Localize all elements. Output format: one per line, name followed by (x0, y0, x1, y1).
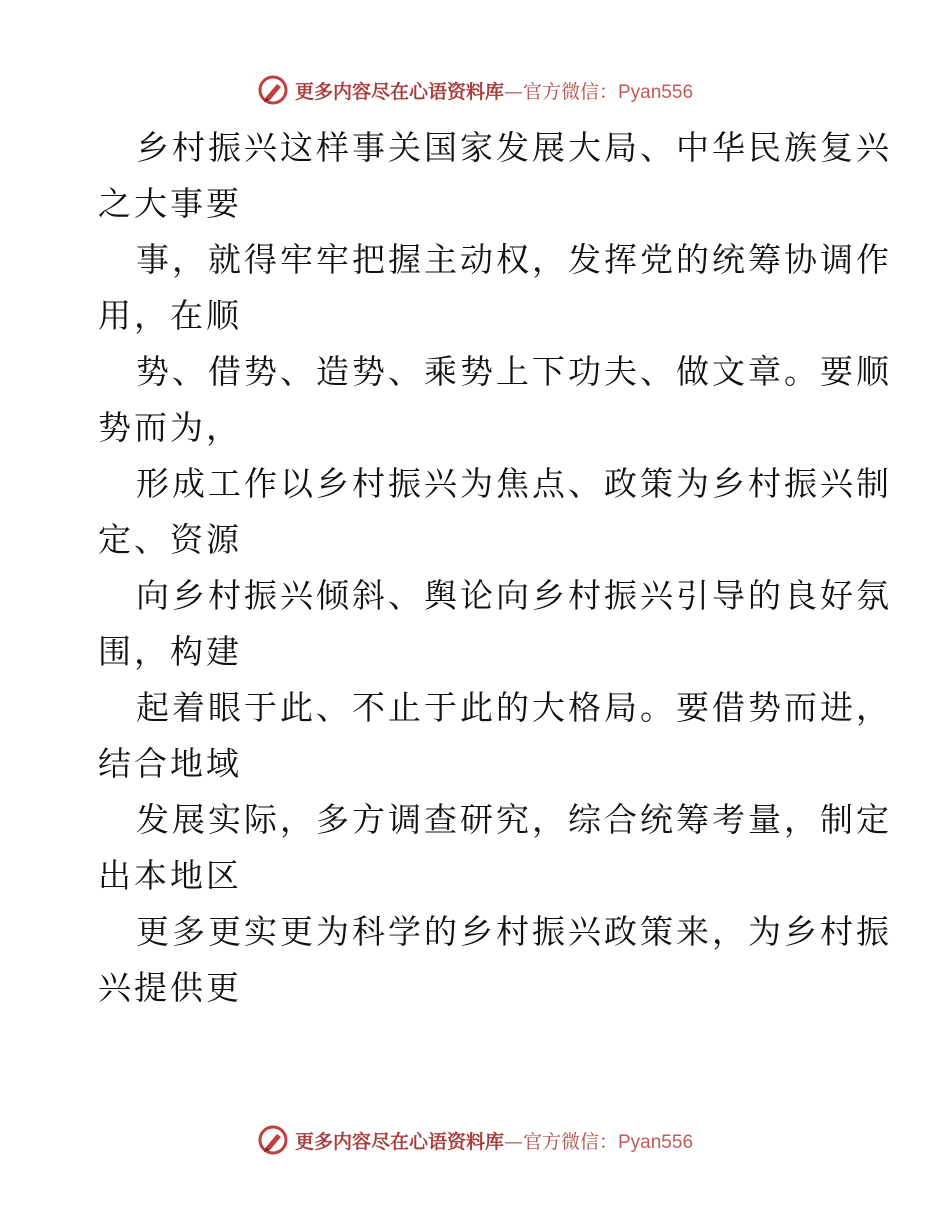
paragraph-line: 更多更实更为科学的乡村振兴政策来，为乡村振 (136, 912, 892, 951)
paragraph-line: 向乡村振兴倾斜、舆论向乡村振兴引导的良好氛 (136, 576, 892, 615)
watermark-main: 更多内容尽在心语资料库 (294, 1130, 504, 1153)
paragraph (98, 344, 892, 456)
paragraph-line: 起着眼于此、不止于此的大格局。要借势而进， (136, 688, 892, 727)
paragraph-line: 用，在顺 (98, 296, 242, 335)
footer-watermark (0, 1122, 950, 1158)
paragraph-line: 势、借势、造势、乘势上下功夫、做文章。要顺 (136, 352, 892, 391)
watermark-main: 更多内容尽在心语资料库 (294, 80, 504, 103)
watermark-id: Pyan556 (618, 1131, 694, 1153)
paragraph (98, 120, 892, 232)
paragraph-line: 出本地区 (98, 856, 242, 895)
paragraph-line: 势而为， (98, 408, 242, 447)
paragraph-line: 事，就得牢牢把握主动权，发挥党的统筹协调作 (136, 240, 892, 279)
watermark-text (295, 77, 693, 104)
paragraph (98, 904, 892, 1016)
watermark-label: 官方微信： (522, 80, 618, 103)
paragraph (98, 568, 892, 680)
paragraph-line: 围，构建 (98, 632, 242, 671)
paragraph (98, 232, 892, 344)
paragraph-line: 兴提供更 (98, 968, 242, 1007)
paragraph (98, 680, 892, 792)
document-body (98, 120, 892, 1016)
paragraph (98, 456, 892, 568)
paragraph-line: 结合地域 (98, 744, 242, 783)
watermark-separator: — (503, 1130, 523, 1153)
header-watermark (0, 72, 950, 108)
paragraph-line: 形成工作以乡村振兴为焦点、政策为乡村振兴制 (136, 464, 892, 503)
pen-logo-icon (257, 1124, 289, 1156)
paragraph (98, 792, 892, 904)
pen-logo-icon (257, 74, 289, 106)
watermark-id: Pyan556 (618, 81, 694, 103)
watermark-label: 官方微信： (522, 1130, 618, 1153)
paragraph-line: 定、资源 (98, 520, 242, 559)
paragraph-line: 发展实际，多方调查研究，综合统筹考量，制定 (136, 800, 892, 839)
watermark-text (295, 1127, 693, 1154)
watermark-separator: — (503, 80, 523, 103)
paragraph-line: 之大事要 (98, 184, 242, 223)
paragraph-line: 乡村振兴这样事关国家发展大局、中华民族复兴 (136, 128, 892, 167)
